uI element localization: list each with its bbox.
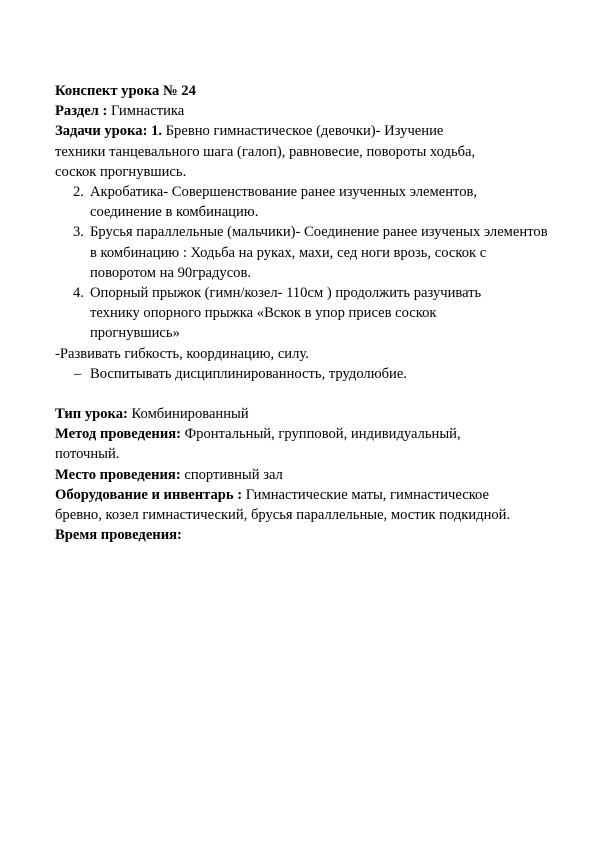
task-item-2-text: Акробатика- Совершенствование ранее изученных элементов, соединение в комбинацию. [90,184,478,221]
method-label: Метод проведения: [55,426,181,443]
place-label: Место проведения: [55,466,181,483]
method-line [55,424,495,464]
section-line [55,101,535,121]
place-value: спортивный зал [180,466,283,483]
time-label: Время проведения: [55,527,182,544]
task-item-4 [55,283,510,344]
equipment-line [55,485,525,525]
document-title: Конспект урока № 24 [55,83,196,99]
spacer [55,384,535,404]
task-item-3 [55,222,550,283]
task-item-2-number: 2. [73,184,84,201]
section-value: Гимнастика [107,103,185,120]
lesson-type-line [55,404,535,424]
develop-line: -Развивать гибкость, координацию, силу. [55,345,309,362]
lesson-type-label: Тип урока: [55,406,128,423]
task-item-4-number: 4. [73,285,84,302]
section-label: Раздел : [55,103,108,120]
time-line [55,525,535,545]
task-1-number: 1. [147,123,163,140]
task-item-2 [55,182,500,222]
educate-dash: – [74,365,82,382]
equipment-label: Оборудование и инвентарь : [55,486,243,503]
equipment-value: Гимнастические маты, гимнастическое бревно, козел гимнастический, брусья параллельные, мостик подкидной. [55,486,511,524]
tasks-line [55,121,495,182]
lesson-type-value: Комбинированный [127,406,249,423]
task-item-4-text: Опорный прыжок (гимн/козел- 110см ) продолжить разучивать технику опорного прыжка «Вскок в упор присев соскок прогнувшись» [90,285,482,342]
educate-text: Воспитывать дисциплинированность, трудолюбие. [90,365,407,382]
place-line [55,465,535,485]
educate-line [55,364,535,384]
task-item-3-text: Брусья параллельные (мальчики)- Соединение ранее изученых элементов в комбинацию : Ходьба на руках, махи, сед ноги врозь, соскок с поворотом на 90градусов. [90,224,548,281]
method-value: Фронтальный, групповой, индивидуальный, поточный. [55,426,461,463]
document-body [55,81,548,545]
task-1-text: Бревно гимнастическое (девочки)- Изучение техники танцевального шага (галоп), равновесие, повороты ходьба, соскок прогнувшись. [55,123,476,180]
tasks-label: Задачи урока: [55,123,148,140]
task-item-3-number: 3. [73,224,84,241]
